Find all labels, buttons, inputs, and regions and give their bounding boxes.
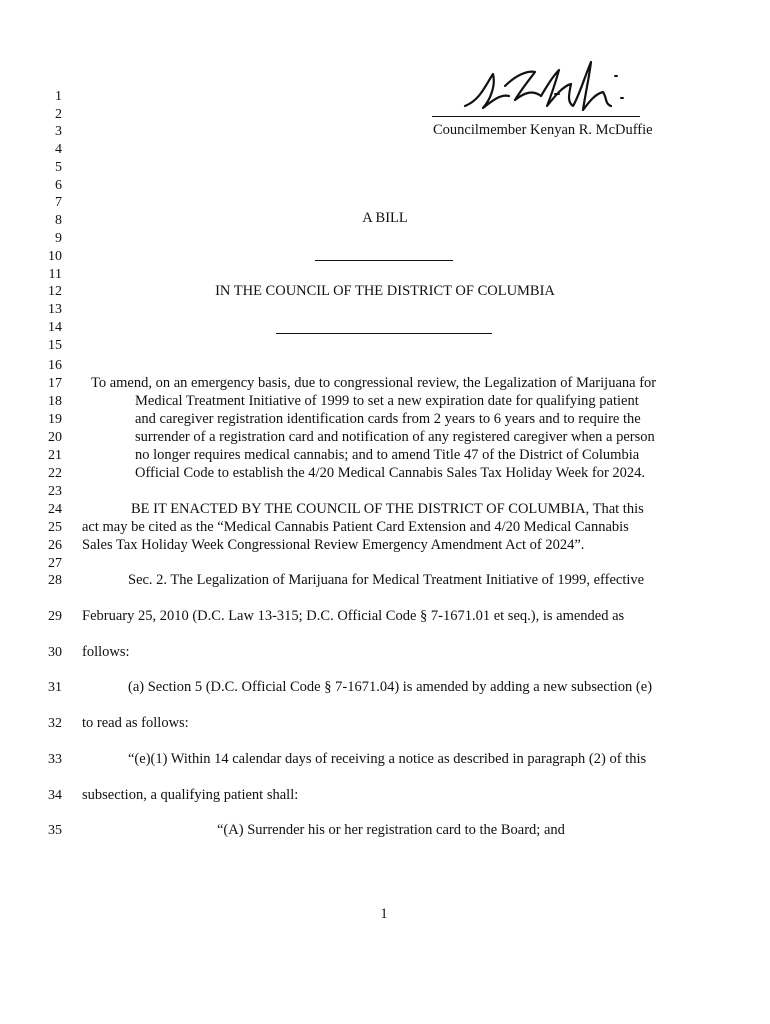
date-line [276,333,492,334]
line-number: 34 [48,788,62,803]
section-text-line: “(A) Surrender his or her registration card to the Board; and [217,822,565,838]
long-title-line: To amend, on an emergency basis, due to congressional review, the Legalization of Marijuana for [91,375,657,391]
long-title-line: no longer requires medical cannabis; and to amend Title 47 of the District of Columbia [135,447,640,463]
line-number: 14 [48,320,62,335]
councilmember-name: Councilmember Kenyan R. McDuffie [433,122,653,138]
line-number: 8 [55,213,62,228]
handwritten-signature [455,56,630,116]
line-number: 11 [48,267,62,282]
line-number: 6 [55,178,62,193]
council-heading: IN THE COUNCIL OF THE DISTRICT OF COLUMBIA [215,283,555,299]
section-text-line: to read as follows: [82,715,189,731]
long-title-line: Official Code to establish the 4/20 Medical Cannabis Sales Tax Holiday Week for 2024. [135,465,646,481]
enacting-clause-line: BE IT ENACTED BY THE COUNCIL OF THE DISTRICT OF COLUMBIA, That this [131,501,644,517]
line-number: 23 [48,484,62,499]
section-text-line: follows: [82,644,130,660]
line-number: 13 [48,302,62,317]
line-number: 5 [55,160,62,175]
signature-line [432,116,640,117]
line-number: 33 [48,752,62,767]
bill-title: A BILL [362,210,408,226]
bill-number-line [315,260,453,261]
enacting-clause-line: act may be cited as the “Medical Cannabis Patient Card Extension and 4/20 Medical Cannabis [82,519,629,535]
line-number: 19 [48,412,62,427]
page-number: 1 [380,906,388,922]
line-number: 28 [48,573,62,588]
section-text-line: (a) Section 5 (D.C. Official Code § 7-1671.04) is amended by adding a new subsection (e) [128,679,653,695]
line-number: 9 [55,231,62,246]
long-title-line: Medical Treatment Initiative of 1999 to set a new expiration date for qualifying patient [135,393,639,409]
enacting-clause-line: Sales Tax Holiday Week Congressional Review Emergency Amendment Act of 2024”. [82,537,585,553]
line-number: 15 [48,338,62,353]
line-number: 25 [48,520,62,535]
line-number: 2 [55,107,62,122]
line-number: 35 [48,823,62,838]
line-number: 20 [48,430,62,445]
line-number: 30 [48,645,62,660]
long-title-line: surrender of a registration card and notification of any registered caregiver when a person [135,429,655,445]
line-number: 27 [48,556,62,571]
section-text-line: Sec. 2. The Legalization of Marijuana for Medical Treatment Initiative of 1999, effective [128,572,645,588]
line-number: 32 [48,716,62,731]
line-number: 18 [48,394,62,409]
section-text-line: subsection, a qualifying patient shall: [82,787,299,803]
line-number: 10 [48,249,62,264]
line-number: 4 [55,142,62,157]
line-number: 29 [48,609,62,624]
line-number: 24 [48,502,62,517]
section-text-line: February 25, 2010 (D.C. Law 13-315; D.C. Official Code § 7-1671.01 et seq.), is amended as [82,608,625,624]
section-text-line: “(e)(1) Within 14 calendar days of receiving a notice as described in paragraph (2) of this [128,751,647,767]
line-number: 3 [55,124,62,139]
line-number: 26 [48,538,62,553]
line-number: 31 [48,680,62,695]
line-number: 12 [48,284,62,299]
line-number: 21 [48,448,62,463]
line-number: 1 [55,89,62,104]
line-number: 17 [48,376,62,391]
line-number: 7 [55,195,62,210]
long-title-line: and caregiver registration identification cards from 2 years to 6 years and to require the [135,411,641,427]
line-number: 22 [48,466,62,481]
line-number: 16 [48,358,62,373]
